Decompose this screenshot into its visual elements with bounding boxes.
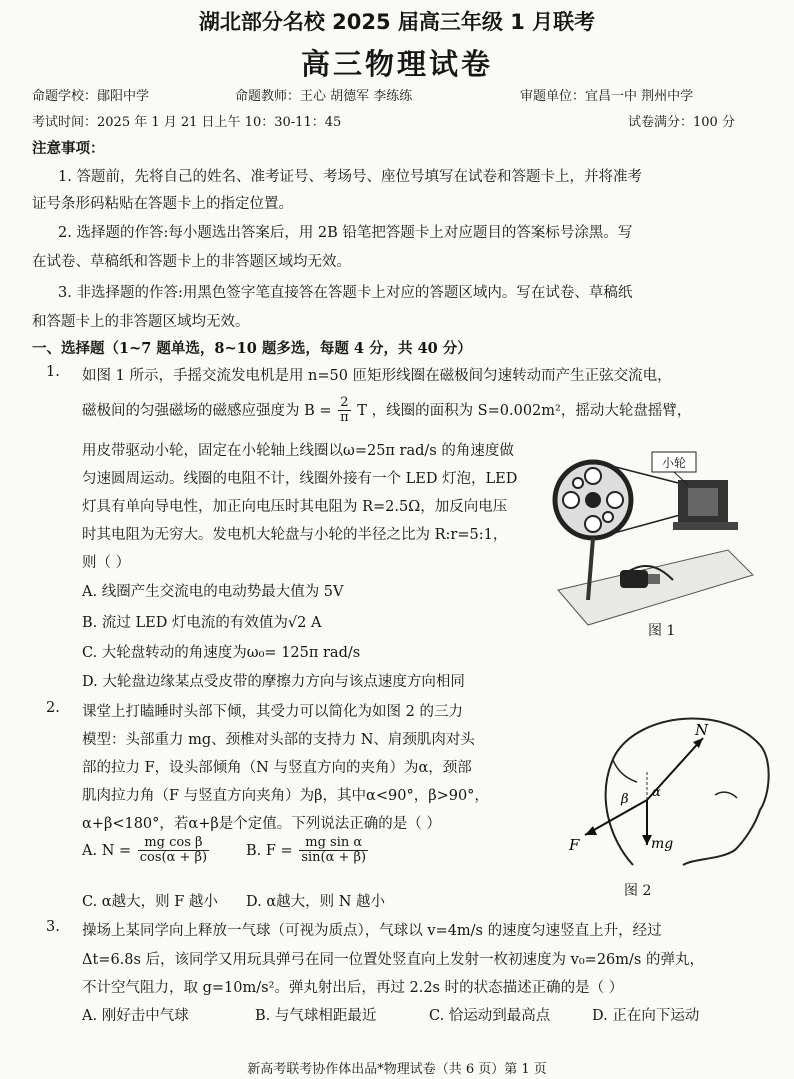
notes-heading: 注意事项：: [32, 140, 105, 157]
q2-line3: 部的拉力 F，设头部倾角（N 与竖直方向的夹角）为α，颈部: [82, 760, 472, 776]
q3-line3: 不计空气阻力，取 g=10m/s²。弹丸射出后，再过 2.2s 时的状态描述正确的是（ ）: [82, 980, 624, 996]
q1-line1: 如图 1 所示，手摇交流发电机是用 n=50 匝矩形线圈在磁极间匀速转动而产生正弦交流电，: [82, 368, 672, 384]
section-heading: 一、选择题（1~7 题单选，8~10 题多选，每题 4 分，共 40 分）: [32, 340, 472, 357]
q2-b-num: mg sin α: [299, 836, 368, 851]
note-1a: 1. 答题前，先将自己的姓名、准考证号、考场号、座位号填写在试卷和答题卡上，并将准考: [58, 169, 642, 185]
meta-school: 命题学校：鄖阳中学: [32, 89, 150, 104]
q2-option-c: C. α越大，则 F 越小: [82, 894, 218, 910]
q1-line2: [82, 396, 691, 426]
q2-option-d: D. α越大，则 N 越小: [246, 894, 386, 910]
q3-line1: 操场上某同学向上释放一气球（可视为质点），气球以 v=4m/s 的速度匀速竖直上升，经过: [82, 923, 662, 939]
label-mg: mg: [651, 836, 674, 852]
q2-a-num: mg cos β: [138, 836, 209, 851]
q2-option-b: [246, 836, 370, 866]
q2-number: 2.: [46, 700, 60, 716]
eye-outline: [715, 792, 737, 798]
q2-a-fraction: [138, 836, 209, 866]
note-1b: 证号条形码粘贴在答题卡上的指定位置。: [32, 196, 293, 212]
q1-line6: 时其电阻为无穷大。发电机大轮盘与小轮的半径之比为 R:r=5:1，: [82, 527, 508, 543]
label-alpha: α: [652, 785, 661, 800]
meta-score: 试卷满分：100 分: [628, 115, 735, 130]
meta-time: 考试时间：2025 年 1 月 21 日上午 10：30-11：45: [32, 115, 342, 130]
q1-frac-den: π: [340, 410, 349, 426]
ear-outline: [613, 760, 637, 782]
force-f-arrowhead: [585, 826, 597, 835]
figure-1-caption: 图 1: [648, 623, 676, 639]
meta-review: 审题单位：宜昌一中 荆州中学: [520, 89, 694, 104]
figure-2-caption: 图 2: [624, 883, 652, 899]
q1-line2b: T ，线圈的面积为 S=0.002m²，摇动大轮盘摇臂，: [357, 402, 692, 419]
q3-option-d: D. 正在向下运动: [592, 1008, 700, 1024]
label-n: N: [695, 721, 709, 739]
label-beta: β: [621, 792, 629, 807]
q2-line5: α+β<180°，若α+β是个定值。下列说法正确的是（ ）: [82, 816, 441, 832]
label-f: F: [569, 836, 580, 854]
q1-option-c: C. 大轮盘转动的角速度为ω₀= 125π rad/s: [82, 645, 361, 661]
note-3b: 和答题卡上的非答题区域均无效。: [32, 314, 250, 330]
exam-subtitle: 高三物理试卷: [300, 47, 493, 81]
page-footer: 新高考联考协作体出品*物理试卷（共 6 页）第 1 页: [247, 1062, 547, 1077]
q3-option-b: B. 与气球相距最近: [255, 1008, 377, 1024]
exam-title: 湖北部分名校 2025 届高三年级 1 月联考: [198, 10, 596, 34]
q3-number: 3.: [46, 919, 60, 935]
q2-line1: 课堂上打瞌睡时头部下倾，其受力可以简化为如图 2 的三力: [82, 704, 463, 720]
q1-frac-num: 2: [338, 396, 351, 411]
q1-option-b: B. 流过 LED 灯电流的有效值为√2 A: [82, 615, 322, 631]
q3-option-c: C. 恰运动到最高点: [429, 1008, 551, 1024]
q1-fraction: [338, 396, 351, 426]
q3-option-a: A. 刚好击中气球: [82, 1008, 189, 1024]
q1-line2a: 磁极间的匀强磁场的磁感应强度为 B =: [82, 402, 332, 419]
q2-b-fraction: [299, 836, 368, 866]
q1-option-a: A. 线圈产生交流电的电动势最大值为 5V: [82, 584, 344, 600]
q1-line4: 匀速圆周运动。线圈的电阻不计，线圈外接有一个 LED 灯泡，LED: [82, 471, 518, 487]
q1-line7: 则（ ）: [82, 555, 131, 571]
figure-1-generator: [548, 440, 758, 630]
small-wheel-label: 小轮: [661, 456, 687, 470]
note-3a: 3. 非选择题的作答:用黑色签字笔直接答在答题卡上对应的答题区域内。写在试卷、草稿纸: [58, 285, 633, 301]
q2-option-a: [82, 836, 211, 866]
q1-number: 1.: [46, 364, 60, 380]
q1-line5: 灯具有单向导电性，加正向电压时其电阻为 R=2.5Ω，加反向电压: [82, 499, 508, 515]
q1-line3: 用皮带驱动小轮，固定在小轮轴上线圈以ω=25π rad/s 的角速度做: [82, 443, 514, 459]
q2-a-prefix: A. N =: [82, 842, 132, 859]
note-2a: 2. 选择题的作答:每小题选出答案后，用 2B 铅笔把答题卡上对应题目的答案标号涂黑。写: [58, 225, 633, 241]
head-outline: [606, 719, 769, 865]
q2-line4: 肌肉拉力角（F 与竖直方向夹角）为β，其中α<90°，β>90°，: [82, 788, 489, 804]
q2-line2: 模型：头部重力 mg、颈椎对头部的支持力 N、肩颈肌肉对头: [82, 732, 475, 748]
q2-b-den: sin(α + β): [301, 850, 367, 866]
meta-teacher: 命题教师：王心 胡德军 李练练: [235, 89, 413, 104]
figure-2-head: [555, 700, 775, 878]
q3-line2: Δt=6.8s 后，该同学又用玩具弹弓在同一位置处竖直向上发射一枚初速度为 v₀=26m/s 的弹丸，: [82, 952, 704, 968]
q1-option-d: D. 大轮盘边缘某点受皮带的摩擦力方向与该点速度方向相同: [82, 674, 465, 690]
q2-b-prefix: B. F =: [246, 842, 293, 859]
note-2b: 在试卷、草稿纸和答题卡上的非答题区域均无效。: [32, 254, 351, 270]
generator-icon: [673, 480, 738, 530]
q2-a-den: cos(α + β): [139, 850, 208, 866]
